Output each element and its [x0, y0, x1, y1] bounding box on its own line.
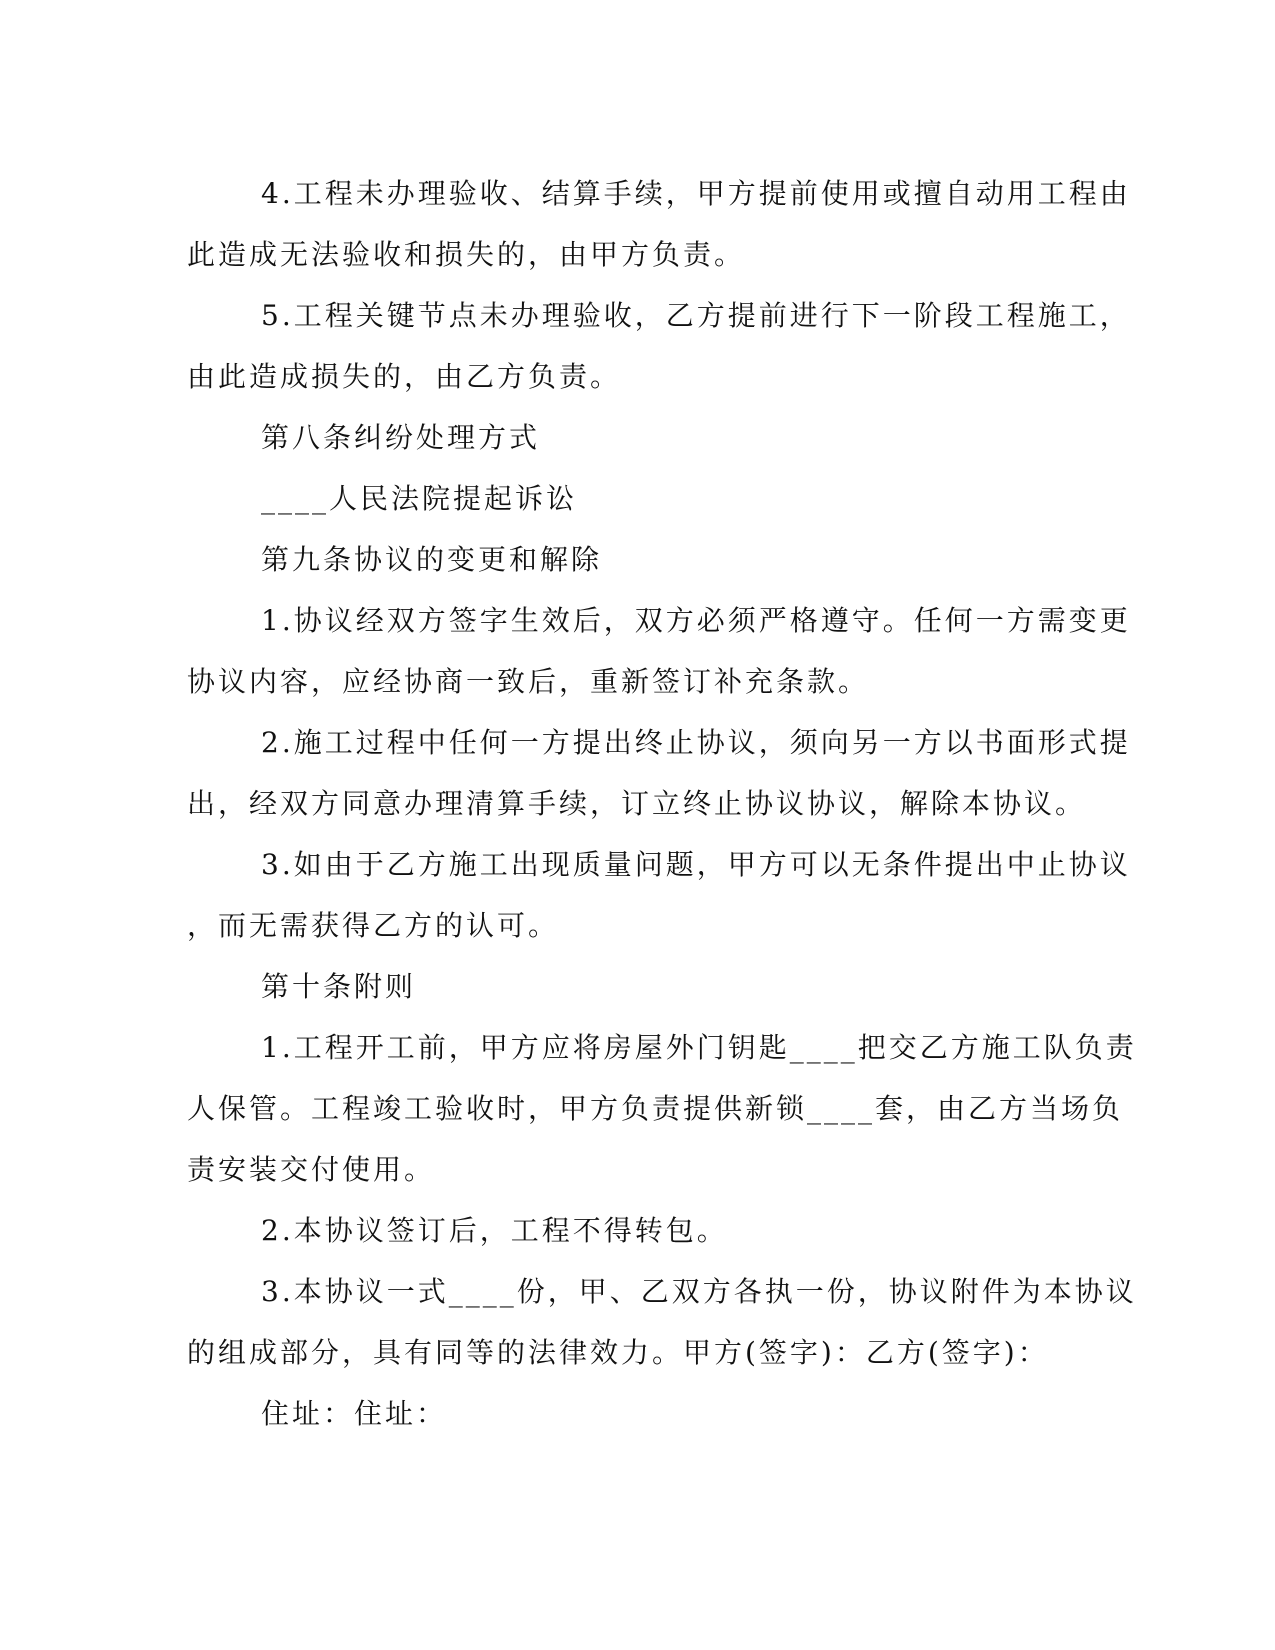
text-line: 2.本协议签订后，工程不得转包。 [261, 1214, 728, 1247]
heading-text: 第九条协议的变更和解除 [261, 543, 603, 576]
text-line: ____人民法院提起诉讼 [261, 482, 578, 515]
clause-7-item-5 [187, 285, 1131, 407]
text-line: 5.工程关键节点未办理验收，乙方提前进行下一阶段工程施工， [261, 299, 1131, 332]
text-line: ，而无需获得乙方的认可。 [187, 909, 560, 942]
address-line [187, 1383, 1057, 1444]
text-line: 3.本协议一式____份，甲、乙双方各执一份，协议附件为本协议 [261, 1275, 1137, 1308]
clause-9-item-3 [187, 834, 1131, 956]
text-line: 出，经双方同意办理清算手续，订立终止协议协议，解除本协议。 [187, 787, 1087, 820]
text-line: 3.如由于乙方施工出现质量问题，甲方可以无条件提出中止协议 [261, 848, 1131, 881]
clause-7-item-4 [187, 163, 1131, 285]
text-line: 此造成无法验收和损失的，由甲方负责。 [187, 238, 746, 271]
clause-10-heading [187, 956, 1057, 1017]
text-line: 1.工程开工前，甲方应将房屋外门钥匙____把交乙方施工队负责 [261, 1031, 1137, 1064]
text-line: 住址：住址： [261, 1397, 448, 1430]
court-line [187, 468, 1057, 529]
text-line: 4.工程未办理验收、结算手续，甲方提前使用或擅自动用工程由 [261, 177, 1131, 210]
text-line: 责安装交付使用。 [187, 1153, 436, 1186]
text-line: 1.协议经双方签字生效后，双方必须严格遵守。任何一方需变更 [261, 604, 1131, 637]
heading-text: 第十条附则 [261, 970, 417, 1003]
text-line: 2.施工过程中任何一方提出终止协议，须向另一方以书面形式提 [261, 726, 1131, 759]
text-line: 由此造成损失的，由乙方负责。 [187, 360, 622, 393]
document-body [187, 163, 1137, 1444]
clause-10-item-3 [187, 1261, 1137, 1383]
text-line: 的组成部分，具有同等的法律效力。甲方(签字)：乙方(签字)： [187, 1336, 1049, 1369]
clause-10-item-1 [187, 1017, 1137, 1200]
clause-10-item-2 [187, 1200, 1057, 1261]
heading-text: 第八条纠纷处理方式 [261, 421, 541, 454]
text-line: 人保管。工程竣工验收时，甲方负责提供新锁____套，由乙方当场负 [187, 1092, 1124, 1125]
text-line: 协议内容，应经协商一致后，重新签订补充条款。 [187, 665, 870, 698]
clause-9-heading [187, 529, 1057, 590]
clause-8-heading [187, 407, 1057, 468]
clause-9-item-1 [187, 590, 1131, 712]
clause-9-item-2 [187, 712, 1131, 834]
